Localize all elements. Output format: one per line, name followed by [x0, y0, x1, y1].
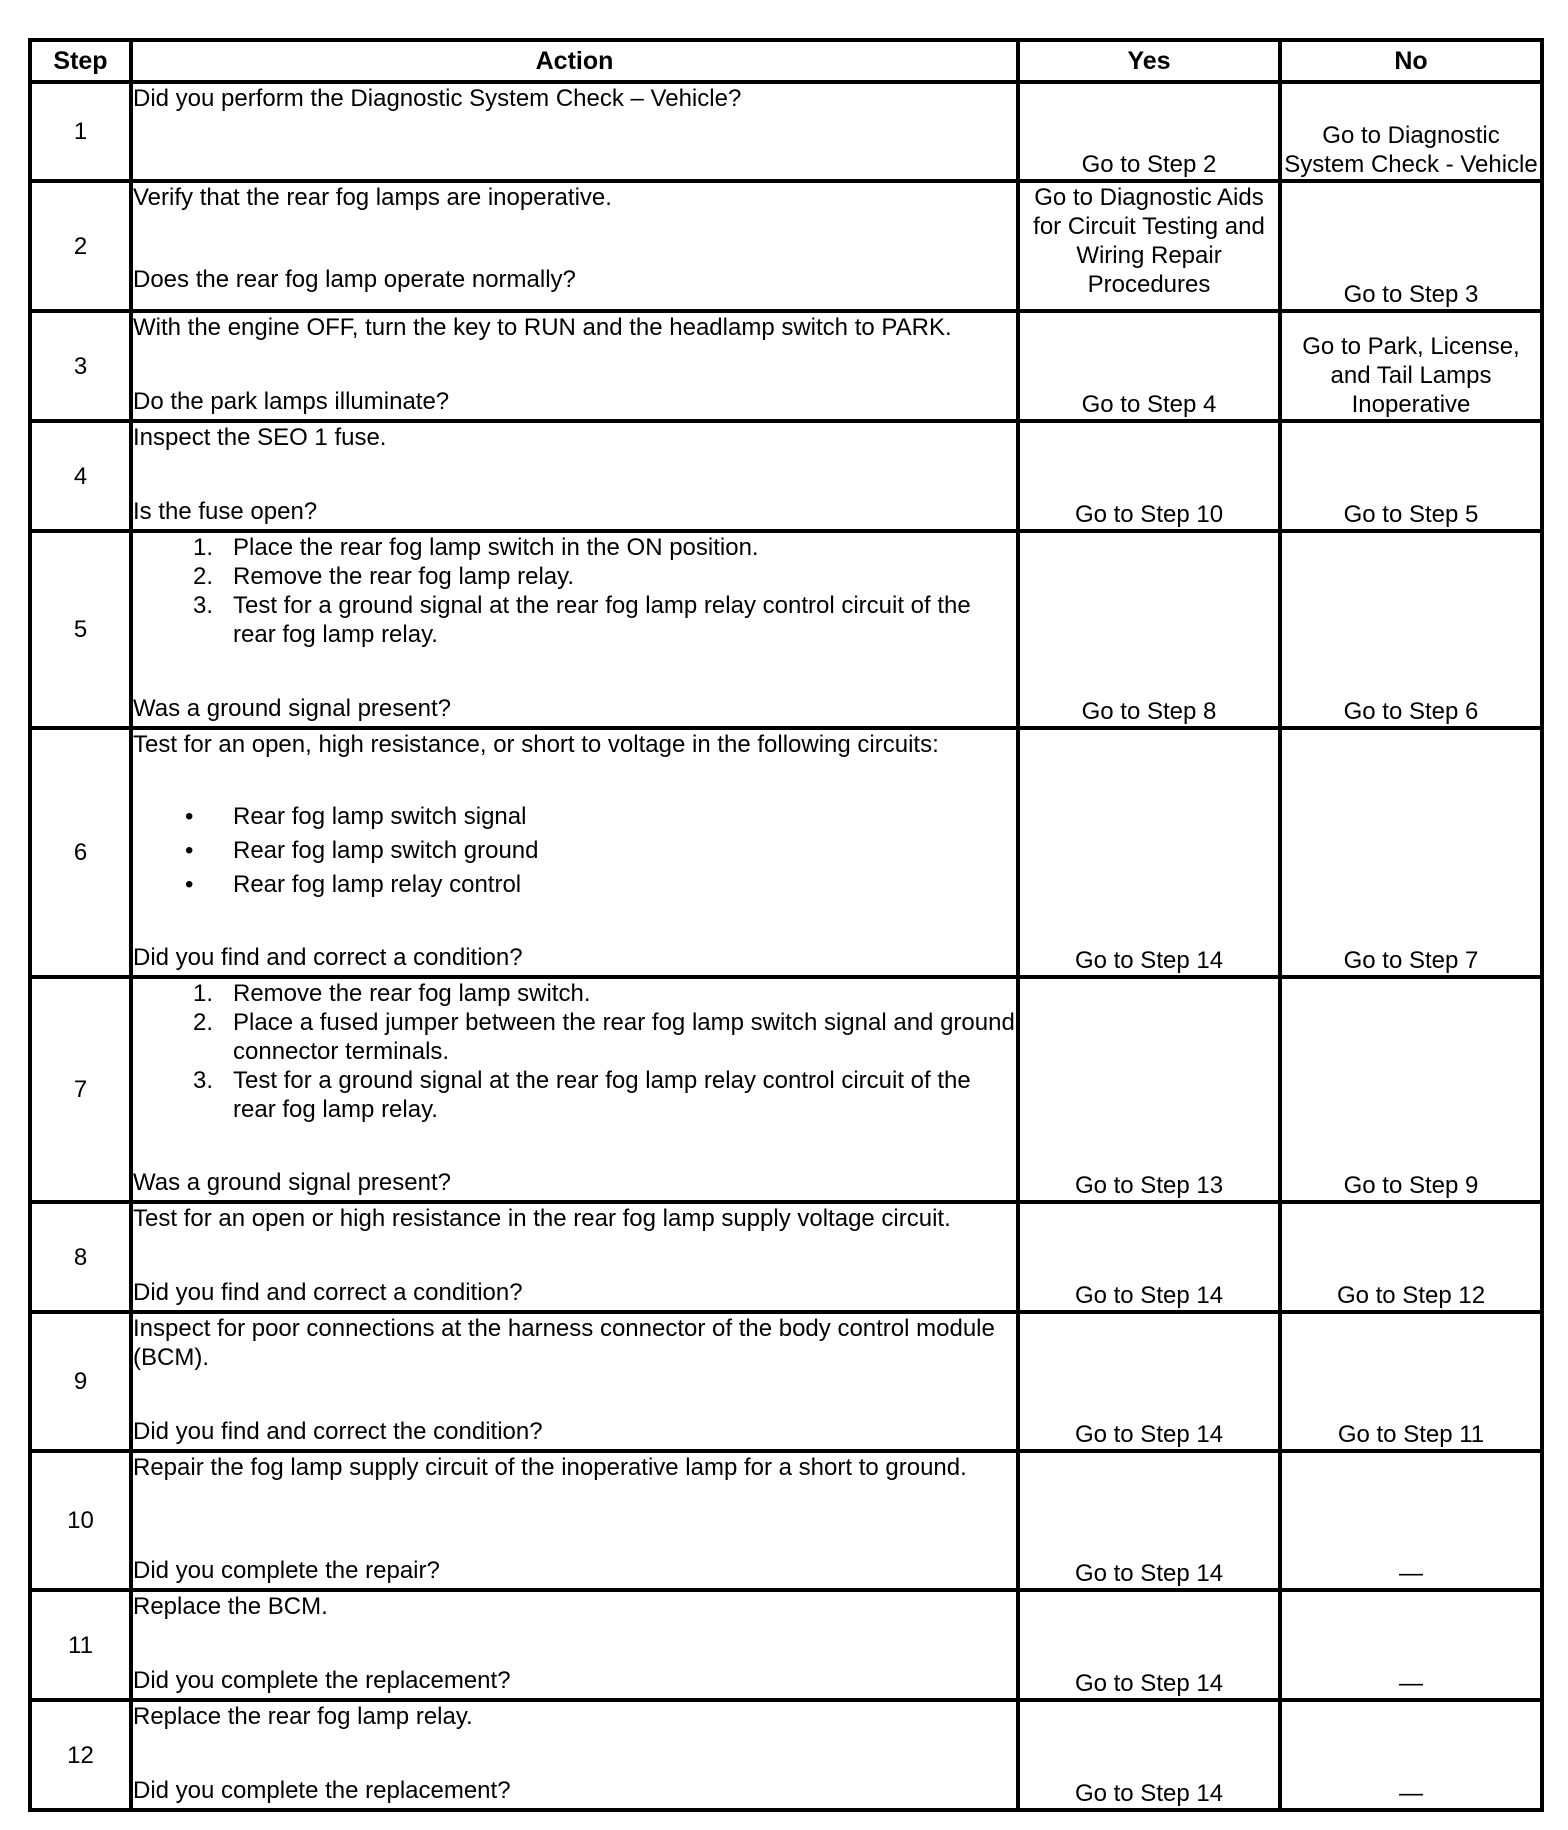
step-number: 2: [30, 181, 131, 311]
action-cell: [131, 1700, 1018, 1810]
table-row: [30, 421, 1542, 531]
action-cell: [131, 977, 1018, 1202]
question-text: Did you complete the repair?: [133, 1557, 440, 1584]
step-number: 11: [30, 1590, 131, 1700]
yes-cell: Go to Step 10: [1018, 421, 1280, 531]
action-cell: [131, 421, 1018, 531]
action-text: With the engine OFF, turn the key to RUN and the headlamp switch to PARK.: [133, 314, 952, 341]
action-text: Replace the rear fog lamp relay.: [133, 1703, 473, 1730]
substep-item: 1. Place the rear fog lamp switch in the ON position.: [192, 534, 759, 561]
bullet-icon: •: [185, 871, 194, 898]
yes-cell: Go to Step 14: [1018, 728, 1280, 977]
action-text: Repair the fog lamp supply circuit of the inoperative lamp for a short to ground.: [133, 1454, 967, 1481]
no-cell: Go to Step 6: [1280, 531, 1542, 728]
step-number: 8: [30, 1202, 131, 1312]
action-cell: [131, 1312, 1018, 1451]
yes-cell: Go to Step 14: [1018, 1700, 1280, 1810]
action-cell: [131, 1451, 1018, 1590]
question-text: Did you find and correct a condition?: [133, 1279, 523, 1306]
no-cell: —: [1280, 1451, 1542, 1590]
action-cell: [131, 531, 1018, 728]
yes-cell: Go to Step 8: [1018, 531, 1280, 728]
action-text: Test for an open or high resistance in the rear fog lamp supply voltage circuit.: [133, 1205, 951, 1232]
step-number: 4: [30, 421, 131, 531]
table-row: [30, 1202, 1542, 1312]
yes-cell: Go to Step 2: [1018, 82, 1280, 181]
step-number: 1: [30, 82, 131, 181]
action-text: Inspect for poor connections at the harness connector of the body control module (BCM).: [133, 1315, 995, 1371]
table-row: [30, 311, 1542, 421]
no-cell: Go to Step 12: [1280, 1202, 1542, 1312]
question-text: Did you find and correct the condition?: [133, 1418, 543, 1445]
yes-cell: Go to Step 4: [1018, 311, 1280, 421]
step-number: 3: [30, 311, 131, 421]
header-no: No: [1280, 40, 1542, 82]
substep-item: 3. Test for a ground signal at the rear fog lamp relay control circuit of the rear fog lamp relay.: [192, 592, 971, 648]
table-row: [30, 1451, 1542, 1590]
bullet-list: [133, 800, 1016, 902]
action-cell: [131, 1202, 1018, 1312]
no-cell: —: [1280, 1700, 1542, 1810]
yes-cell: Go to Step 14: [1018, 1312, 1280, 1451]
bullet-item: • Rear fog lamp switch signal: [183, 800, 1016, 834]
step-number: 9: [30, 1312, 131, 1451]
bullet-icon: •: [185, 803, 194, 830]
action-cell: [131, 728, 1018, 977]
header-yes: Yes: [1018, 40, 1280, 82]
step-number: 6: [30, 728, 131, 977]
substep-list: [133, 533, 1016, 649]
table-row: [30, 1700, 1542, 1810]
substep-item: 3. Test for a ground signal at the rear fog lamp relay control circuit of the rear fog lamp relay.: [192, 1067, 971, 1123]
no-cell: Go to Step 5: [1280, 421, 1542, 531]
bullet-item: • Rear fog lamp switch ground: [183, 834, 1016, 868]
substep-list: [133, 979, 1016, 1124]
step-number: 10: [30, 1451, 131, 1590]
substep-item: 2. Place a fused jumper between the rear fog lamp switch signal and ground connector terminals.: [192, 1009, 1015, 1065]
no-cell: Go to Step 3: [1280, 181, 1542, 311]
step-number: 5: [30, 531, 131, 728]
yes-cell: Go to Step 14: [1018, 1590, 1280, 1700]
bullet-item: • Rear fog lamp relay control: [183, 868, 1016, 902]
question-text: Did you complete the replacement?: [133, 1667, 511, 1694]
table-row: [30, 82, 1542, 181]
question-text: Is the fuse open?: [133, 498, 318, 525]
table-row: [30, 977, 1542, 1202]
header-row: [30, 40, 1542, 82]
question-text: Did you complete the replacement?: [133, 1777, 511, 1804]
bullet-icon: •: [185, 837, 194, 864]
diagnostic-table: [28, 38, 1544, 1812]
substep-item: 2. Remove the rear fog lamp relay.: [192, 563, 575, 590]
table-row: [30, 181, 1542, 311]
yes-cell: Go to Step 14: [1018, 1451, 1280, 1590]
yes-cell: Go to Step 13: [1018, 977, 1280, 1202]
header-action: Action: [131, 40, 1018, 82]
table-row: [30, 1312, 1542, 1451]
no-cell: Go to Diagnostic System Check - Vehicle: [1280, 82, 1542, 181]
yes-cell: Go to Step 14: [1018, 1202, 1280, 1312]
action-text: Replace the BCM.: [133, 1593, 328, 1620]
action-cell: [131, 181, 1018, 311]
yes-cell: Go to Diagnostic Aids for Circuit Testing and Wiring Repair Procedures: [1018, 181, 1280, 311]
action-cell: [131, 82, 1018, 181]
question-text: Was a ground signal present?: [133, 695, 451, 722]
table-row: [30, 531, 1542, 728]
no-cell: —: [1280, 1590, 1542, 1700]
no-cell: Go to Step 11: [1280, 1312, 1542, 1451]
step-number: 7: [30, 977, 131, 1202]
question-text: Was a ground signal present?: [133, 1169, 451, 1196]
no-cell: Go to Step 7: [1280, 728, 1542, 977]
question-text: Does the rear fog lamp operate normally?: [133, 266, 576, 293]
no-cell: Go to Step 9: [1280, 977, 1542, 1202]
header-step: Step: [30, 40, 131, 82]
action-text: Test for an open, high resistance, or short to voltage in the following circuits:: [133, 731, 939, 758]
action-text: Inspect the SEO 1 fuse.: [133, 424, 387, 451]
question-text: Do the park lamps illuminate?: [133, 388, 450, 415]
step-number: 12: [30, 1700, 131, 1810]
action-cell: [131, 311, 1018, 421]
table-row: [30, 728, 1542, 977]
action-text: Verify that the rear fog lamps are inoperative.: [133, 184, 612, 211]
substep-item: 1. Remove the rear fog lamp switch.: [192, 980, 591, 1007]
question-text: Did you find and correct a condition?: [133, 944, 523, 971]
action-text: Did you perform the Diagnostic System Check – Vehicle?: [133, 85, 742, 112]
table-row: [30, 1590, 1542, 1700]
no-cell: Go to Park, License, and Tail Lamps Inoperative: [1280, 311, 1542, 421]
action-cell: [131, 1590, 1018, 1700]
